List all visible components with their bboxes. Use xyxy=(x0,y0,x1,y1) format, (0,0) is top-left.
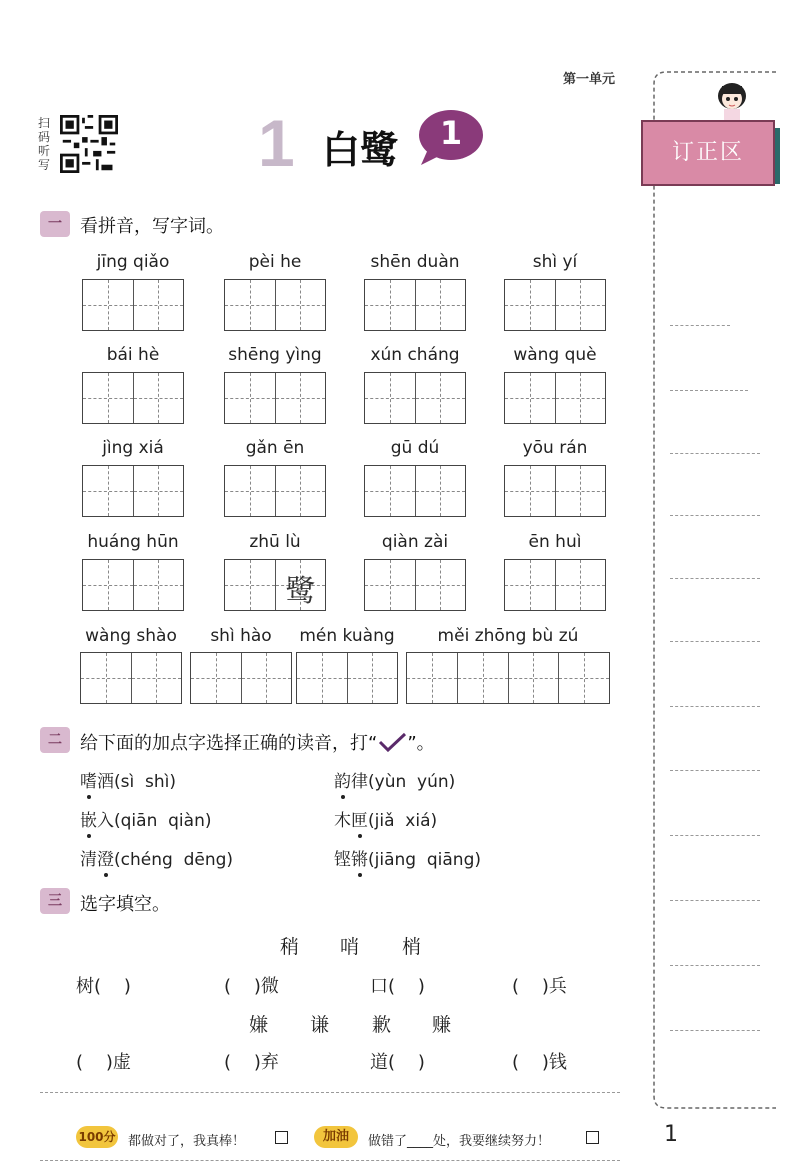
correction-area-label: 订正区 xyxy=(671,140,744,165)
writing-cell[interactable] xyxy=(83,466,133,516)
writing-grid[interactable] xyxy=(364,559,466,611)
correction-line xyxy=(670,641,760,642)
writing-grid[interactable] xyxy=(224,559,326,611)
pronunciation-item[interactable] xyxy=(80,845,233,870)
fill-blank[interactable]: 道( ) xyxy=(370,1052,425,1073)
pinyin-label: pèi he xyxy=(248,252,302,272)
pinyin-label: bái hè xyxy=(106,345,160,365)
keep-going-badge: 加油 xyxy=(314,1126,358,1148)
dotted-character: 韵 xyxy=(334,772,351,792)
fill-blank[interactable]: ( )兵 xyxy=(512,976,567,997)
writing-cell[interactable] xyxy=(508,653,559,703)
lesson-title: 白鹭 xyxy=(322,128,399,172)
writing-cell[interactable] xyxy=(555,373,606,423)
choice-character: 谦 xyxy=(310,1014,330,1036)
word-character: 律 xyxy=(351,772,368,792)
writing-cell[interactable] xyxy=(505,560,555,610)
writing-grid[interactable] xyxy=(190,652,292,704)
writing-cell[interactable] xyxy=(83,560,133,610)
writing-grid[interactable] xyxy=(224,465,326,517)
footer-mistakes-text: 做错了____处，我要继续努力！ xyxy=(368,1134,551,1149)
writing-cell[interactable] xyxy=(407,653,457,703)
word-character: 入 xyxy=(97,811,114,831)
pinyin-options[interactable]: (yùn yún) xyxy=(368,772,456,792)
fill-blank[interactable]: 口( ) xyxy=(370,976,425,997)
footer-praise-text: 都做对了，我真棒！ xyxy=(128,1134,246,1149)
choice-character: 赚 xyxy=(432,1014,452,1036)
writing-grid[interactable] xyxy=(406,652,610,704)
writing-cell[interactable] xyxy=(415,373,466,423)
page-number: 1 xyxy=(664,1122,678,1147)
qr-scan-label: 扫码听写 xyxy=(38,116,51,172)
footer-border xyxy=(40,1160,620,1161)
section1-title: 看拼音，写字词。 xyxy=(80,216,224,237)
dotted-character: 匣 xyxy=(351,811,368,831)
correction-line xyxy=(670,390,748,391)
pinyin-label: qiàn zài xyxy=(381,532,449,552)
pronunciation-item[interactable] xyxy=(334,767,455,792)
writing-grid[interactable] xyxy=(504,559,606,611)
pinyin-label: shēn duàn xyxy=(370,252,460,272)
writing-cell[interactable] xyxy=(131,653,182,703)
pronunciation-item[interactable] xyxy=(334,845,481,870)
writing-cell[interactable] xyxy=(365,280,415,330)
word-character: 清 xyxy=(80,850,97,870)
fill-blank[interactable]: ( )弃 xyxy=(224,1052,279,1073)
correction-area-border xyxy=(652,70,778,1110)
fill-blank[interactable]: ( )钱 xyxy=(512,1052,567,1073)
section-badge: 三 xyxy=(40,888,70,914)
dotted-character: 嗜 xyxy=(80,772,97,792)
writing-cell[interactable] xyxy=(225,373,275,423)
perfect-score-badge: 100分 xyxy=(76,1126,118,1148)
writing-grid[interactable] xyxy=(224,372,326,424)
word-character: 铿 xyxy=(334,850,351,870)
writing-cell[interactable] xyxy=(133,560,184,610)
correction-line xyxy=(670,1030,760,1031)
writing-cell[interactable] xyxy=(275,280,326,330)
writing-cell[interactable] xyxy=(555,280,606,330)
correction-line xyxy=(670,965,760,966)
choice-character: 歉 xyxy=(372,1014,392,1036)
correction-line xyxy=(670,835,760,836)
writing-cell[interactable] xyxy=(275,373,326,423)
writing-grid[interactable] xyxy=(504,279,606,331)
pinyin-options[interactable]: (qiān qiàn) xyxy=(114,811,212,831)
choice-character: 梢 xyxy=(402,936,422,958)
writing-grid[interactable] xyxy=(82,559,184,611)
writing-cell[interactable] xyxy=(191,653,241,703)
pinyin-label: wàng shào xyxy=(85,626,177,646)
writing-cell[interactable] xyxy=(365,466,415,516)
writing-grid[interactable] xyxy=(296,652,398,704)
section2-title: 给下面的加点字选择正确的读音，打“ ”。 xyxy=(80,733,435,754)
word-character: 木 xyxy=(334,811,351,831)
writing-grid[interactable] xyxy=(364,279,466,331)
writing-cell[interactable] xyxy=(555,466,606,516)
pronunciation-item[interactable] xyxy=(80,806,211,831)
writing-grid[interactable] xyxy=(82,372,184,424)
pinyin-label: zhū lù xyxy=(249,532,301,552)
writing-cell[interactable] xyxy=(365,560,415,610)
correction-line xyxy=(670,515,760,516)
writing-cell[interactable] xyxy=(275,466,326,516)
writing-grid[interactable] xyxy=(82,279,184,331)
writing-grid[interactable] xyxy=(504,465,606,517)
writing-cell[interactable] xyxy=(275,560,326,610)
section-badge: 一 xyxy=(40,211,70,237)
writing-cell[interactable] xyxy=(225,466,275,516)
writing-cell[interactable] xyxy=(347,653,398,703)
writing-cell[interactable] xyxy=(558,653,609,703)
pinyin-options[interactable]: (sì shì) xyxy=(114,772,177,792)
pinyin-options[interactable]: (chéng dēng) xyxy=(114,850,234,870)
writing-cell[interactable] xyxy=(81,653,131,703)
writing-cell[interactable] xyxy=(83,280,133,330)
choice-character: 哨 xyxy=(340,936,360,958)
writing-grid[interactable] xyxy=(224,279,326,331)
pinyin-label: jìng xiá xyxy=(102,438,164,458)
pinyin-options[interactable]: (jiāng qiāng) xyxy=(368,850,481,870)
check-mark-icon xyxy=(377,732,407,752)
praise-checkbox[interactable] xyxy=(275,1131,288,1144)
section3-title: 选字填空。 xyxy=(80,894,170,915)
pinyin-options[interactable]: (jiǎ xiá) xyxy=(368,811,438,831)
pinyin-label: jīng qiǎo xyxy=(96,252,170,272)
correction-line xyxy=(670,325,730,326)
qr-code-icon[interactable] xyxy=(60,115,118,173)
pinyin-label: ēn huì xyxy=(528,532,582,552)
writing-cell[interactable] xyxy=(415,280,466,330)
writing-grid[interactable] xyxy=(82,465,184,517)
mistakes-checkbox[interactable] xyxy=(586,1131,599,1144)
pronunciation-item[interactable] xyxy=(80,767,176,792)
writing-cell[interactable] xyxy=(505,373,555,423)
writing-cell[interactable] xyxy=(457,653,508,703)
dotted-character: 嵌 xyxy=(80,811,97,831)
tab-edge-decoration xyxy=(775,128,780,184)
writing-cell[interactable] xyxy=(225,280,275,330)
correction-line xyxy=(670,578,760,579)
pinyin-label: shì yí xyxy=(532,252,578,272)
pinyin-label: mén kuàng xyxy=(299,626,395,646)
fill-blank[interactable]: 树( ) xyxy=(76,976,131,997)
unit-label: 第一单元 xyxy=(563,72,616,87)
writing-cell[interactable] xyxy=(83,373,133,423)
writing-cell[interactable] xyxy=(133,373,184,423)
pronunciation-item[interactable] xyxy=(334,806,437,831)
writing-grid[interactable] xyxy=(504,372,606,424)
pinyin-label: huáng hūn xyxy=(87,532,179,552)
pinyin-label: shēng yìng xyxy=(228,345,322,365)
writing-grid[interactable] xyxy=(80,652,182,704)
cell-character: 鹭 xyxy=(285,574,316,609)
fill-blank[interactable]: ( )虚 xyxy=(76,1052,131,1073)
writing-cell[interactable] xyxy=(241,653,292,703)
dotted-character: 锵 xyxy=(351,850,368,870)
writing-cell[interactable] xyxy=(297,653,347,703)
correction-line xyxy=(670,900,760,901)
speech-bubble-badge xyxy=(413,107,485,167)
lesson-number: 1 xyxy=(258,106,295,180)
pinyin-label: wàng què xyxy=(513,345,597,365)
footer-border xyxy=(40,1092,620,1093)
word-character: 酒 xyxy=(97,772,114,792)
writing-cell[interactable] xyxy=(415,560,466,610)
section-badge: 二 xyxy=(40,727,70,753)
writing-cell[interactable] xyxy=(415,466,466,516)
writing-grid[interactable] xyxy=(364,465,466,517)
dotted-character: 澄 xyxy=(97,850,114,870)
pinyin-label: yōu rán xyxy=(522,438,588,458)
choice-character: 嫌 xyxy=(249,1014,269,1036)
writing-cell[interactable] xyxy=(133,466,184,516)
choice-character: 稍 xyxy=(280,936,300,958)
pinyin-label: měi zhōng bù zú xyxy=(437,626,579,646)
correction-line xyxy=(670,770,760,771)
correction-area-tab xyxy=(641,120,775,186)
bubble-number: 1 xyxy=(439,114,463,152)
pinyin-label: shì hào xyxy=(210,626,272,646)
writing-cell[interactable] xyxy=(555,560,606,610)
pinyin-label: gǎn ēn xyxy=(245,438,305,458)
writing-cell[interactable] xyxy=(505,466,555,516)
pinyin-label: gū dú xyxy=(390,438,440,458)
writing-grid[interactable] xyxy=(364,372,466,424)
writing-cell[interactable] xyxy=(133,280,184,330)
correction-line xyxy=(670,453,760,454)
writing-cell[interactable] xyxy=(365,373,415,423)
writing-cell[interactable] xyxy=(505,280,555,330)
fill-blank[interactable]: ( )微 xyxy=(224,976,279,997)
writing-cell[interactable] xyxy=(225,560,275,610)
pinyin-label: xún cháng xyxy=(370,345,460,365)
correction-line xyxy=(670,706,760,707)
girl-illustration-icon xyxy=(710,78,754,122)
